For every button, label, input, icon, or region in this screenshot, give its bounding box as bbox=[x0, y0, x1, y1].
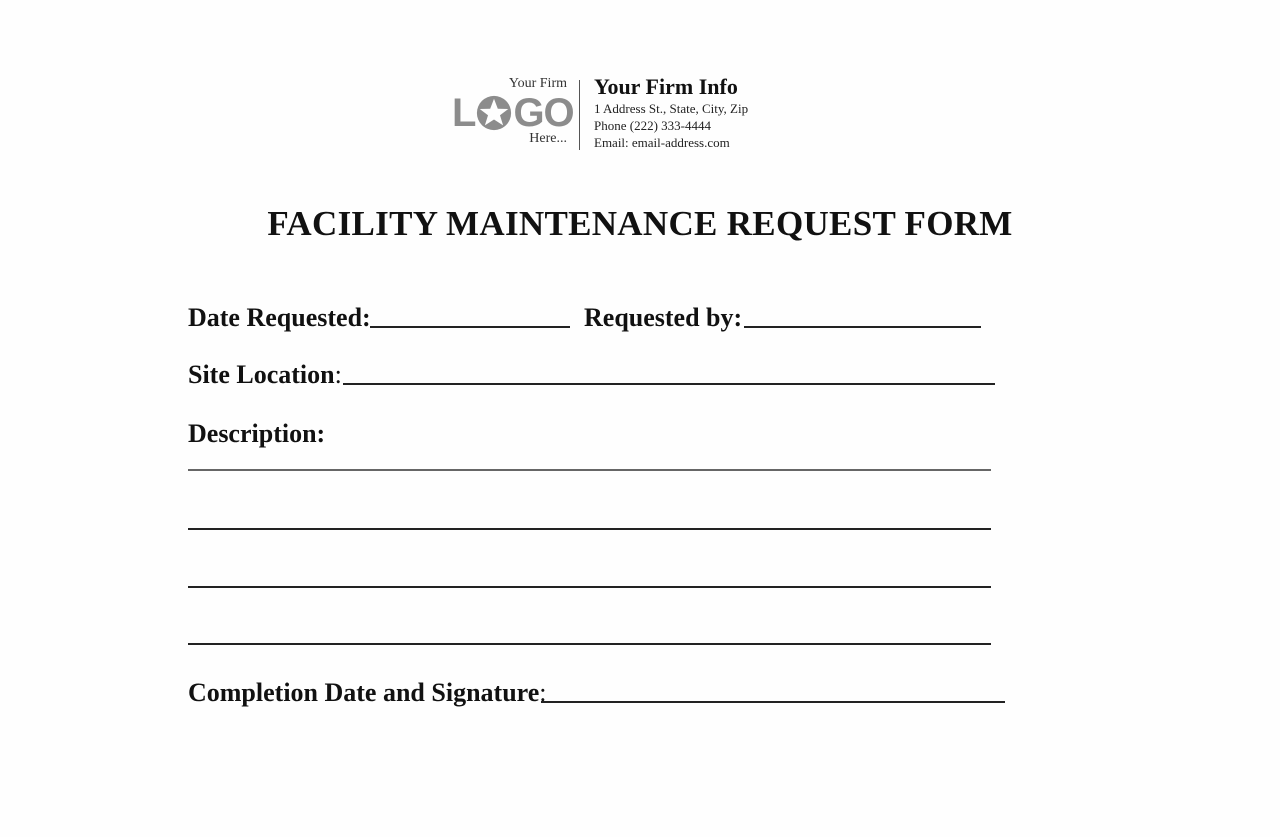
letterhead bbox=[449, 74, 789, 156]
description-line-3[interactable] bbox=[188, 586, 991, 588]
site-location-label-group bbox=[188, 360, 342, 390]
completion-label: Completion Date and Signature bbox=[188, 678, 540, 707]
logo-top-text: Your Firm bbox=[508, 76, 567, 91]
logo-bottom-text: Here... bbox=[529, 131, 567, 146]
logo-wordmark bbox=[452, 93, 574, 133]
form-title: FACILITY MAINTENANCE REQUEST FORM bbox=[267, 204, 1013, 243]
description-line-1[interactable] bbox=[188, 469, 991, 471]
completion-label-group bbox=[188, 678, 547, 708]
firm-phone: Phone (222) 333-4444 bbox=[594, 118, 711, 133]
letterhead-divider bbox=[579, 80, 580, 150]
site-location-label: Site Location bbox=[188, 360, 335, 389]
description-line-4[interactable] bbox=[188, 643, 991, 645]
completion-colon: : bbox=[539, 678, 547, 707]
description-line-2[interactable] bbox=[188, 528, 991, 530]
star-icon bbox=[475, 94, 513, 132]
logo-letter-l: L bbox=[452, 91, 476, 135]
firm-logo bbox=[449, 74, 574, 152]
firm-info bbox=[594, 74, 794, 151]
date-requested-field[interactable] bbox=[370, 326, 570, 328]
logo-letters-go: GO bbox=[513, 91, 574, 135]
firm-name: Your Firm Info bbox=[594, 74, 738, 99]
completion-signature-field[interactable] bbox=[541, 701, 1005, 703]
description-label: Description: bbox=[188, 419, 326, 448]
site-location-field[interactable] bbox=[343, 383, 995, 385]
site-location-colon: : bbox=[334, 360, 342, 389]
requested-by-label: Requested by: bbox=[584, 303, 743, 332]
firm-email: Email: email-address.com bbox=[594, 135, 730, 150]
requested-by-field[interactable] bbox=[744, 326, 981, 328]
firm-address: 1 Address St., State, City, Zip bbox=[594, 101, 749, 116]
date-requested-label: Date Requested: bbox=[188, 303, 371, 332]
